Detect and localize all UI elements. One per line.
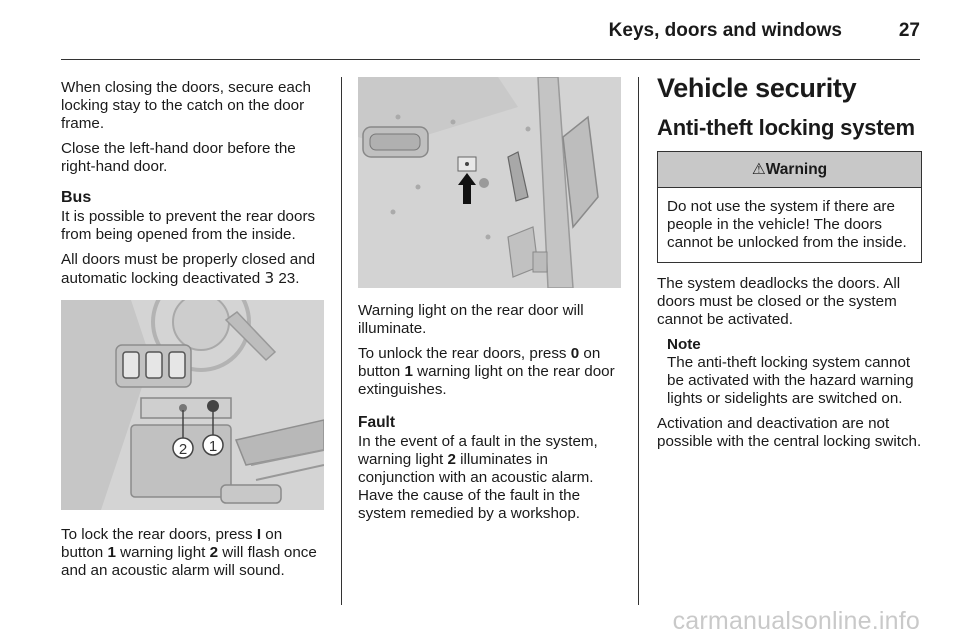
page-ref: 23. [274,270,300,287]
text-bold: 2 [447,451,456,468]
paragraph [61,251,326,288]
paragraph: The system deadlocks the doors. All doors must be closed or the system cannot be activated. [657,275,901,328]
text-bold: 0 [570,345,580,362]
warning-title: Warning [765,161,828,178]
warning-text: Do not use the system if there are people in the vehicle! The doors cannot be unlocked from the inside. [667,198,907,251]
page-ref-arrow-icon: 3 [264,269,275,287]
paragraph [61,526,326,580]
dashboard-switch-figure [61,300,324,510]
text: warning light [115,544,210,561]
column-1 [61,79,326,587]
column-2 [358,77,624,530]
text: on button [61,526,283,561]
section-heading: Fault [358,414,396,431]
warning-header [658,152,921,188]
section-heading: Bus [61,189,92,206]
rear-door-figure [358,77,621,288]
callout-label: 2 [178,441,188,458]
text: To lock the rear doors, press [61,526,257,543]
text-bold: 1 [107,544,116,561]
text-bold: I [256,526,262,543]
header-rule [61,59,920,60]
text: warning light on the rear door extinguishes. [358,363,615,398]
column-divider [638,77,639,605]
text-bold: 2 [209,544,219,561]
subsection-title: Anti-theft locking system [657,115,915,140]
note-title: Note [667,336,701,353]
callout-label: 1 [208,438,218,455]
section-title: Vehicle security [657,73,857,103]
text: on button [358,345,601,380]
text: All doors must be properly closed and automatic locking deactivated [61,251,316,287]
paragraph: It is possible to prevent the rear doors from being opened from the inside. [61,208,316,243]
paragraph: When closing the doors, secure each locking stay to the catch on the door frame. [61,79,311,132]
text: In the event of a fault in the system, warning light [358,433,598,468]
paragraph [358,345,624,399]
note-text: The anti-theft locking system cannot be activated with the hazard warning lights or sidelights are switched on. [667,354,914,407]
paragraph: Close the left-hand door before the right-hand door. [61,140,296,175]
paragraph [358,433,624,523]
text: will flash once and an acoustic alarm will sound. [61,544,317,579]
warning-triangle-icon: ⚠ [751,160,766,178]
page-number: 27 [898,20,920,41]
rear-door-illustration [358,77,621,288]
column-divider [341,77,342,605]
text: illuminates in conjunction with an acoustic alarm. Have the cause of the fault in the system remedied by a workshop. [358,451,594,522]
text-bold: 1 [404,363,413,380]
column-3 [657,73,922,458]
dashboard-illustration [61,300,324,510]
watermark: carmanualsonline.info [672,607,920,635]
running-header-title: Keys, doors and windows [608,20,842,41]
note [657,336,922,408]
paragraph: Activation and deactivation are not possible with the central locking switch. [657,415,922,450]
figure-caption: Warning light on the rear door will illuminate. [358,302,584,337]
text: To unlock the rear doors, press [358,345,571,362]
warning-box [657,151,922,263]
